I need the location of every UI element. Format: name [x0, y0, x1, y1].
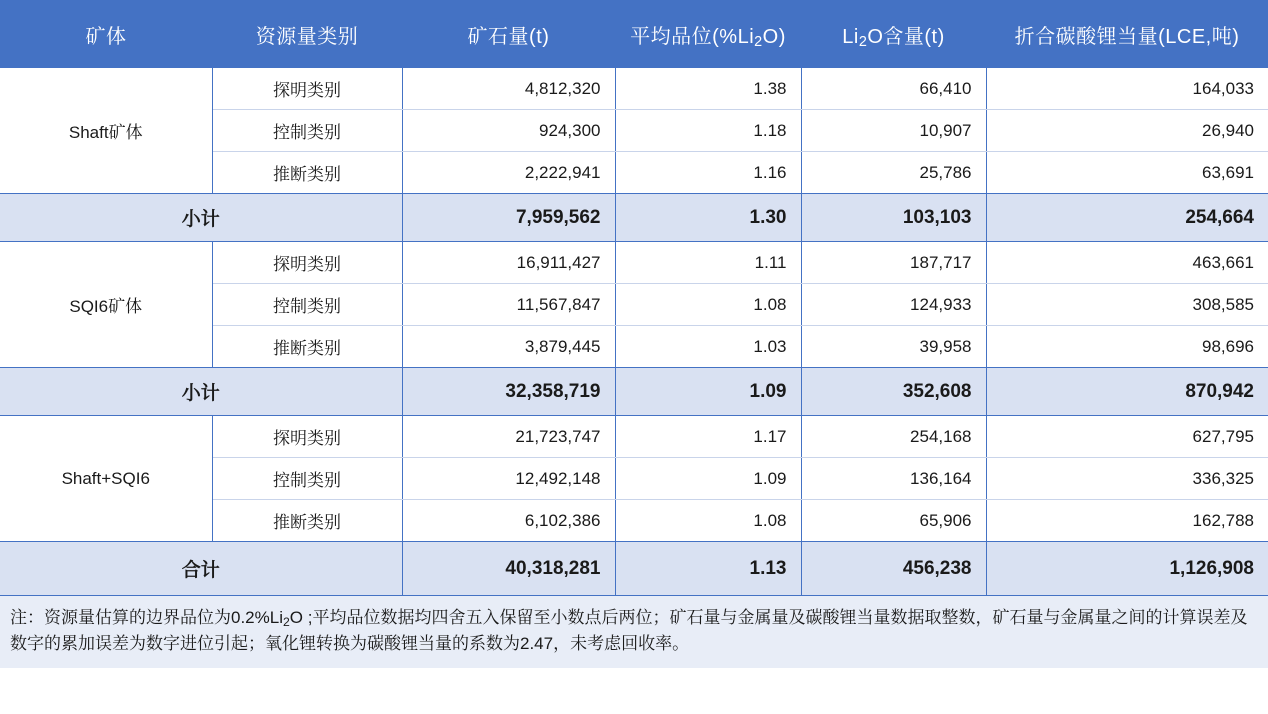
- footnote-text-part1: 注：资源量估算的边界品位为0.2%Li: [10, 608, 283, 627]
- lce-cell: 162,788: [986, 500, 1268, 542]
- category-cell: 探明类别: [212, 416, 402, 458]
- header-cell-average-grade: [615, 0, 801, 68]
- header-subscript: 2: [858, 33, 868, 50]
- subtotal-average-grade: 1.30: [615, 194, 801, 242]
- table-row: [0, 68, 1268, 110]
- grand-total-ore-tonnage: 40,318,281: [402, 542, 615, 596]
- header-cell-orebody: [0, 0, 212, 68]
- average-grade-cell: 1.08: [615, 284, 801, 326]
- header-cell-li2o-content: [801, 0, 986, 68]
- table-row: [0, 242, 1268, 284]
- average-grade-cell: 1.18: [615, 110, 801, 152]
- category-cell: 控制类别: [212, 458, 402, 500]
- orebody-label: Shaft矿体: [0, 68, 212, 194]
- header-text: 平均品位(%Li: [630, 25, 755, 48]
- header-text: 矿体: [85, 25, 127, 48]
- subtotal-li2o-content: 103,103: [801, 194, 986, 242]
- lce-cell: 63,691: [986, 152, 1268, 194]
- subtotal-label: 小计: [0, 368, 402, 416]
- footnote-text-part2: O ;平均品位数据均四舍五入保留至小数点后两位；矿石量与金属量及碳酸锂当量数据取整数，矿石: [289, 608, 1027, 627]
- subtotal-label: 小计: [0, 194, 402, 242]
- average-grade-cell: 1.16: [615, 152, 801, 194]
- subtotal-ore-tonnage: 32,358,719: [402, 368, 615, 416]
- header-cell-category: [212, 0, 402, 68]
- category-cell: 推断类别: [212, 326, 402, 368]
- grand-total-row: [0, 542, 1268, 596]
- subtotal-row: [0, 368, 1268, 416]
- lce-cell: 336,325: [986, 458, 1268, 500]
- header-cell-lce: [986, 0, 1268, 68]
- orebody-label: SQI6矿体: [0, 242, 212, 368]
- ore-tonnage-cell: 12,492,148: [402, 458, 615, 500]
- ore-tonnage-cell: 21,723,747: [402, 416, 615, 458]
- average-grade-cell: 1.03: [615, 326, 801, 368]
- table-footnote: [0, 596, 1268, 668]
- grand-total-li2o-content: 456,238: [801, 542, 986, 596]
- li2o-content-cell: 136,164: [801, 458, 986, 500]
- header-row: [0, 0, 1268, 68]
- li2o-content-cell: 124,933: [801, 284, 986, 326]
- li2o-content-cell: 65,906: [801, 500, 986, 542]
- header-subscript: 2: [754, 33, 763, 50]
- li2o-content-cell: 254,168: [801, 416, 986, 458]
- category-cell: 探明类别: [212, 242, 402, 284]
- ore-tonnage-cell: 11,567,847: [402, 284, 615, 326]
- category-cell: 探明类别: [212, 68, 402, 110]
- table-body: [0, 68, 1268, 596]
- lce-cell: 98,696: [986, 326, 1268, 368]
- header-text-suffix: O含量(t): [867, 25, 945, 48]
- li2o-content-cell: 187,717: [801, 242, 986, 284]
- ore-tonnage-cell: 924,300: [402, 110, 615, 152]
- category-cell: 推断类别: [212, 500, 402, 542]
- category-cell: 控制类别: [212, 110, 402, 152]
- average-grade-cell: 1.08: [615, 500, 801, 542]
- average-grade-cell: 1.17: [615, 416, 801, 458]
- footnote-text-part3: 量与金属量之间的计算误差及数字的累加误差为数字进位引起；氧化锂转换为碳酸锂当量的系数为2.47，未考虑回收率。: [10, 608, 1248, 654]
- ore-tonnage-cell: 4,812,320: [402, 68, 615, 110]
- subtotal-li2o-content: 352,608: [801, 368, 986, 416]
- average-grade-cell: 1.38: [615, 68, 801, 110]
- header-text: Li: [842, 25, 859, 48]
- subtotal-lce: 870,942: [986, 368, 1268, 416]
- header-text: 矿石量(t): [467, 25, 550, 48]
- grand-total-label: 合计: [0, 542, 402, 596]
- header-text-suffix: O): [762, 25, 786, 48]
- ore-tonnage-cell: 3,879,445: [402, 326, 615, 368]
- grand-total-lce: 1,126,908: [986, 542, 1268, 596]
- ore-tonnage-cell: 16,911,427: [402, 242, 615, 284]
- li2o-content-cell: 39,958: [801, 326, 986, 368]
- lce-cell: 627,795: [986, 416, 1268, 458]
- average-grade-cell: 1.09: [615, 458, 801, 500]
- header-cell-ore-tonnage: [402, 0, 615, 68]
- orebody-label: Shaft+SQI6: [0, 416, 212, 542]
- header-text: 折合碳酸锂当量(LCE,吨): [1014, 25, 1240, 48]
- lce-cell: 463,661: [986, 242, 1268, 284]
- footnote-subscript: 2: [282, 614, 290, 629]
- category-cell: 控制类别: [212, 284, 402, 326]
- subtotal-ore-tonnage: 7,959,562: [402, 194, 615, 242]
- lce-cell: 308,585: [986, 284, 1268, 326]
- li2o-content-cell: 66,410: [801, 68, 986, 110]
- lce-cell: 164,033: [986, 68, 1268, 110]
- average-grade-cell: 1.11: [615, 242, 801, 284]
- li2o-content-cell: 25,786: [801, 152, 986, 194]
- header-text: 资源量类别: [255, 25, 359, 48]
- ore-tonnage-cell: 6,102,386: [402, 500, 615, 542]
- li2o-content-cell: 10,907: [801, 110, 986, 152]
- subtotal-row: [0, 194, 1268, 242]
- subtotal-average-grade: 1.09: [615, 368, 801, 416]
- ore-tonnage-cell: 2,222,941: [402, 152, 615, 194]
- subtotal-lce: 254,664: [986, 194, 1268, 242]
- table-row: [0, 416, 1268, 458]
- table-header: [0, 0, 1268, 68]
- category-cell: 推断类别: [212, 152, 402, 194]
- grand-total-average-grade: 1.13: [615, 542, 801, 596]
- lce-cell: 26,940: [986, 110, 1268, 152]
